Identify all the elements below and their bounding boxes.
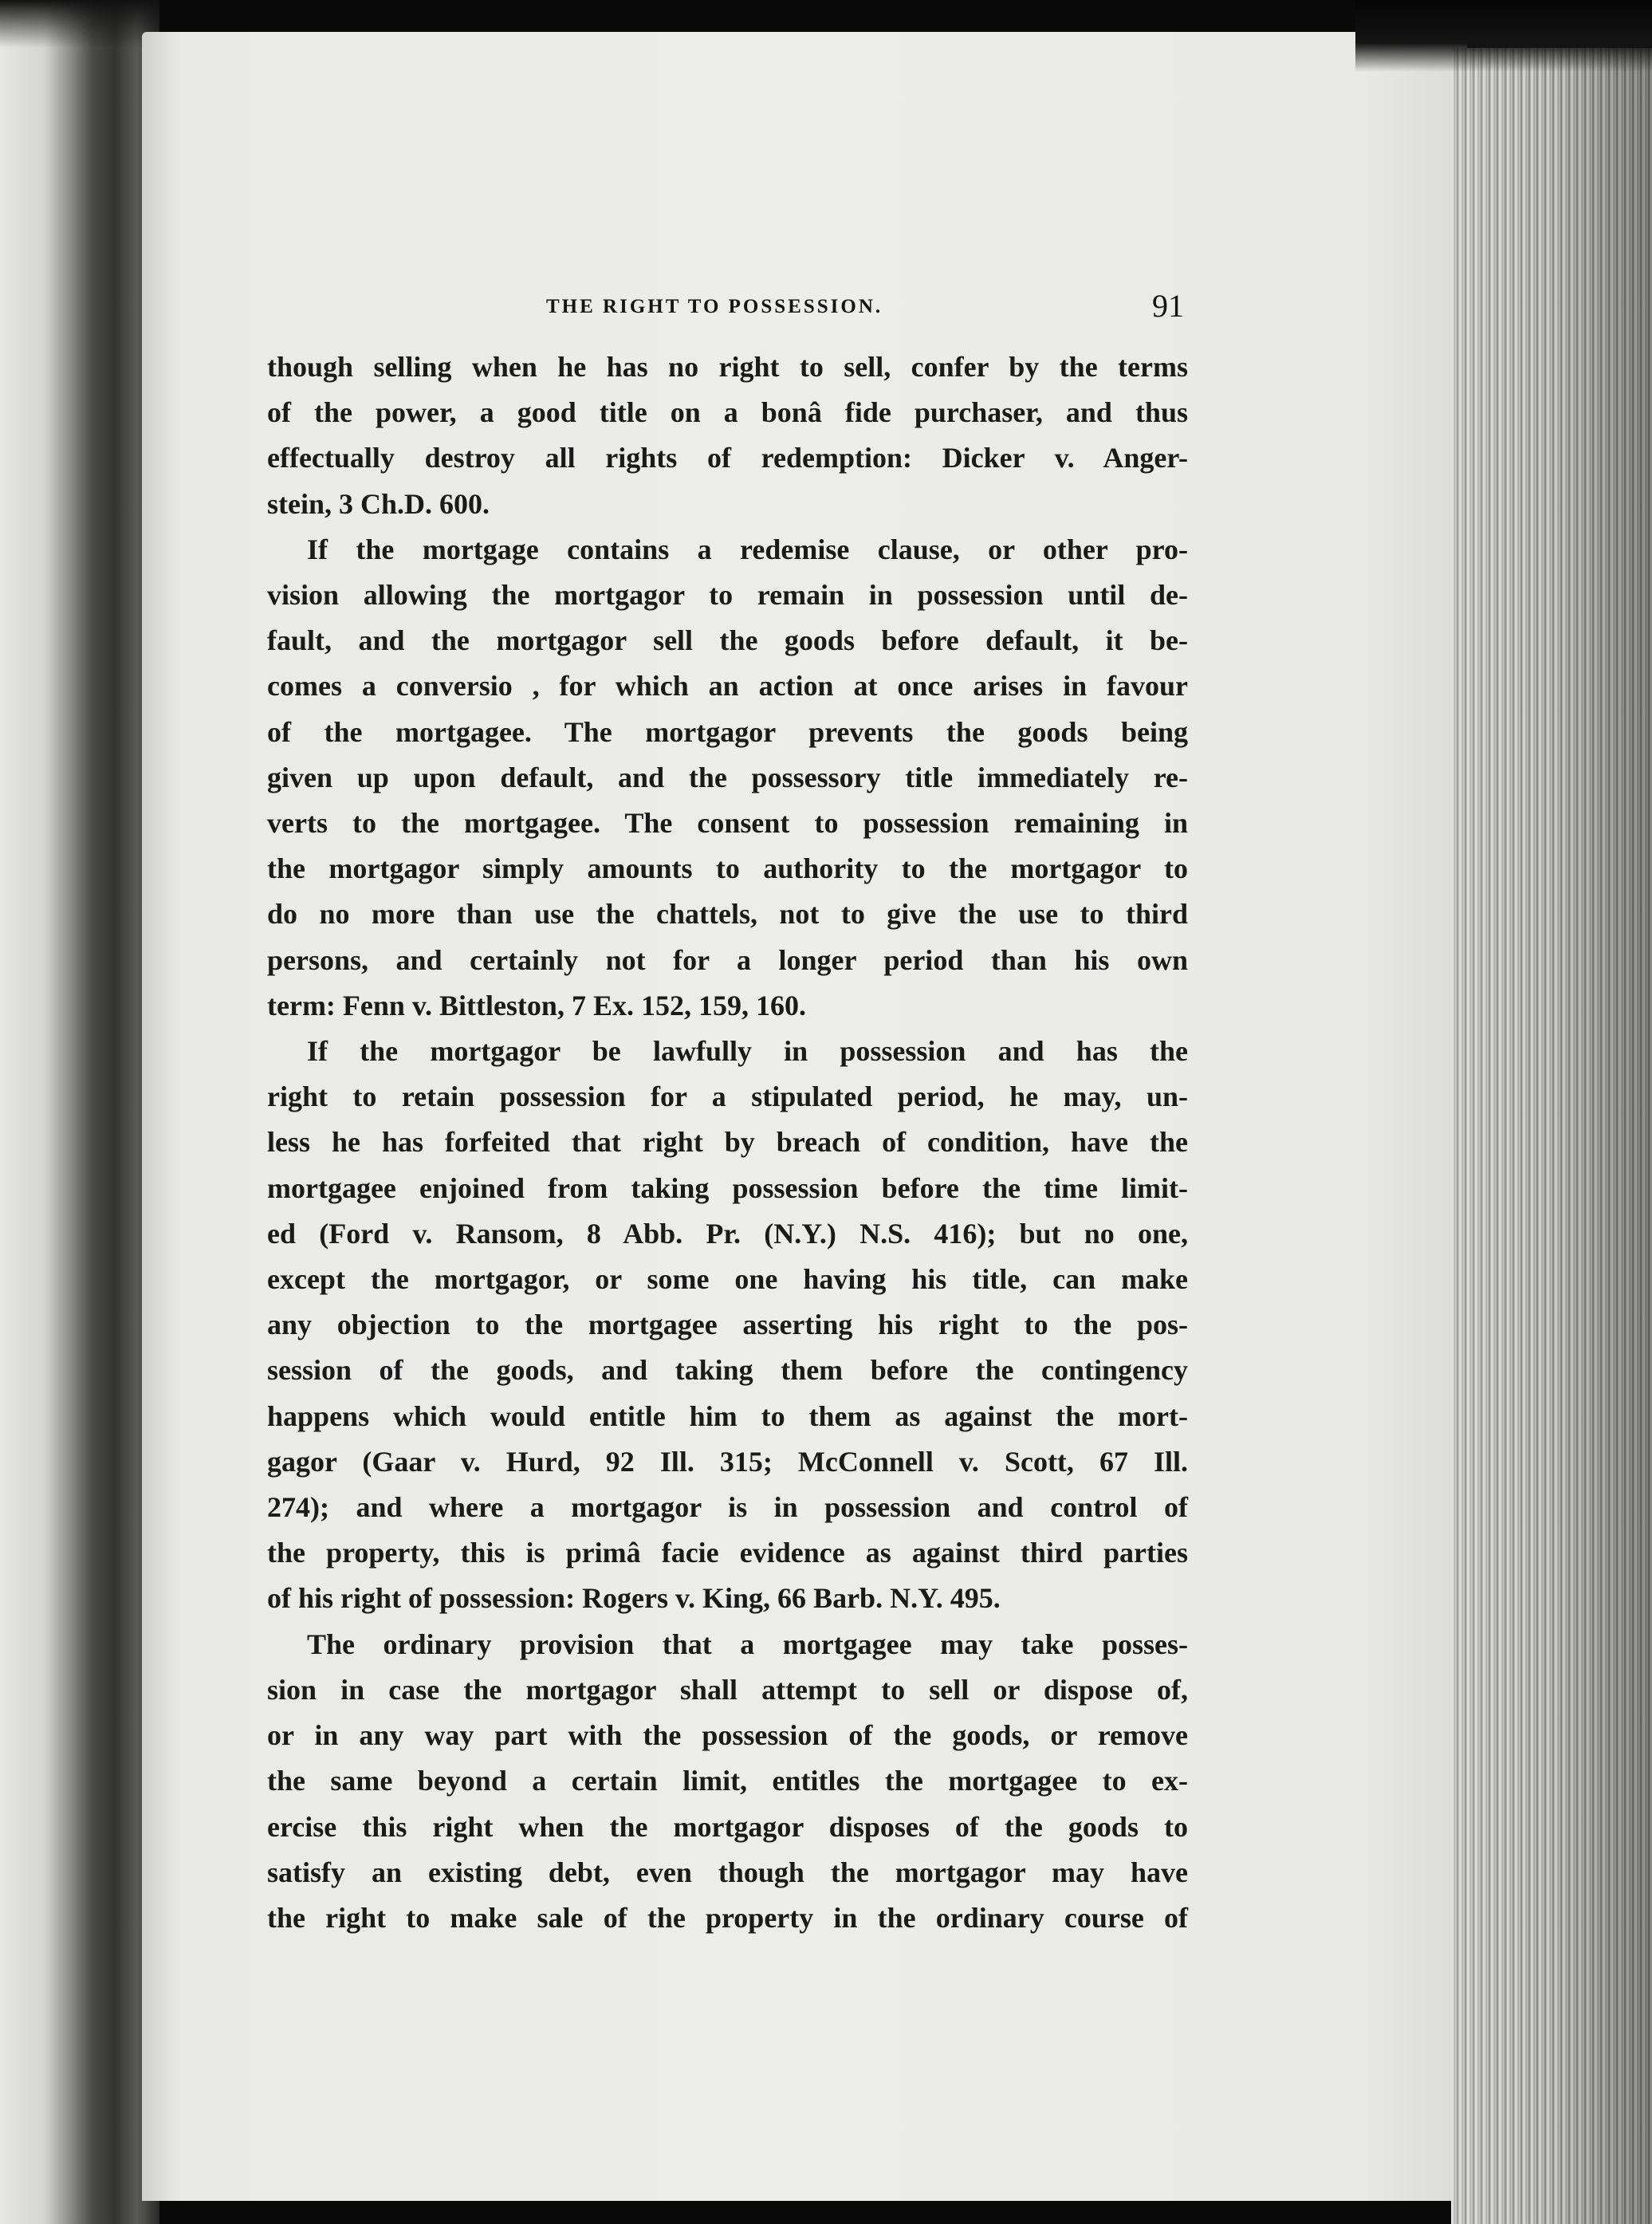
text-line: fault, and the mortgagor sell the goods before default, it be- [267, 624, 1188, 657]
text-line: persons, and certainly not for a longer period than his own [267, 943, 1188, 976]
text-line: happens which would entitle him to them as against the mort- [267, 1399, 1188, 1432]
text-line: gagor (Gaar v. Hurd, 92 Ill. 315; McConnell v. Scott, 67 Ill. [267, 1445, 1188, 1478]
running-head: THE RIGHT TO POSSESSION. [546, 296, 883, 317]
text-line: comes a conversio , for which an action at once arises in favour [267, 670, 1188, 703]
left-shadow [0, 0, 159, 48]
text-line: the right to make sale of the property in the ordinary course of [267, 1901, 1188, 1934]
text-line: vision allowing the mortgagor to remain in possession until de- [267, 579, 1188, 612]
page-stack-edge [1451, 48, 1652, 2224]
top-shadow [1355, 0, 1652, 72]
text-line: the same beyond a certain limit, entitles the mortgagee to ex- [267, 1765, 1188, 1797]
text-line: though selling when he has no right to sell, confer by the terms [267, 351, 1188, 383]
text-line: term: Fenn v. Bittleston, 7 Ex. 152, 159, 160. [267, 989, 806, 1021]
text-line: of the mortgagee. The mortgagor prevents the goods being [267, 715, 1188, 748]
text-line: verts to the mortgagee. The consent to possession remaining in [267, 807, 1188, 840]
text-line: given up upon default, and the possessory title immediately re- [267, 761, 1188, 793]
text-line: any objection to the mortgagee asserting his right to the pos- [267, 1309, 1188, 1341]
previous-page-edge [0, 0, 159, 2224]
text-line: If the mortgagor be lawfully in possession and has the [307, 1035, 1188, 1068]
text-line: except the mortgagor, or some one having his title, can make [267, 1263, 1188, 1296]
text-line: mortgagee enjoined from taking possession before the time limit- [267, 1171, 1188, 1204]
text-line: session of the goods, and taking them before the contingency [267, 1354, 1188, 1387]
text-line: the property, this is primâ facie evidence as against third parties [267, 1537, 1188, 1569]
text-line: The ordinary provision that a mortgagee may take posses- [307, 1628, 1188, 1660]
text-line: ercise this right when the mortgagor disposes of the goods to [267, 1810, 1188, 1843]
text-line: If the mortgage contains a redemise clause, or other pro- [307, 533, 1188, 565]
text-line: sion in case the mortgagor shall attempt to sell or dispose of, [267, 1673, 1188, 1706]
text-line: do no more than use the chattels, not to give the use to third [267, 898, 1188, 931]
body-text [267, 344, 1188, 1941]
text-line: right to retain possession for a stipulated period, he may, un- [267, 1081, 1188, 1113]
page-number: 91 [1152, 288, 1184, 324]
text-line: 274); and where a mortgagor is in possession and control of [267, 1491, 1188, 1524]
text-line: or in any way part with the possession of the goods, or remove [267, 1719, 1188, 1752]
text-line: less he has forfeited that right by breach of condition, have the [267, 1126, 1188, 1159]
text-line: the mortgagor simply amounts to authority to the mortgagor to [267, 852, 1188, 885]
page-header [267, 287, 1184, 327]
text-line: of his right of possession: Rogers v. King, 66 Barb. N.Y. 495. [267, 1582, 1001, 1615]
text-line: effectually destroy all rights of redemption: Dicker v. Anger- [267, 442, 1188, 474]
text-line: of the power, a good title on a bonâ fide purchaser, and thus [267, 396, 1188, 429]
text-line: ed (Ford v. Ransom, 8 Abb. Pr. (N.Y.) N.S. 416); but no one, [267, 1217, 1188, 1250]
text-line: satisfy an existing debt, even though the mortgagor may have [267, 1856, 1188, 1888]
text-line: stein, 3 Ch.D. 600. [267, 487, 490, 520]
